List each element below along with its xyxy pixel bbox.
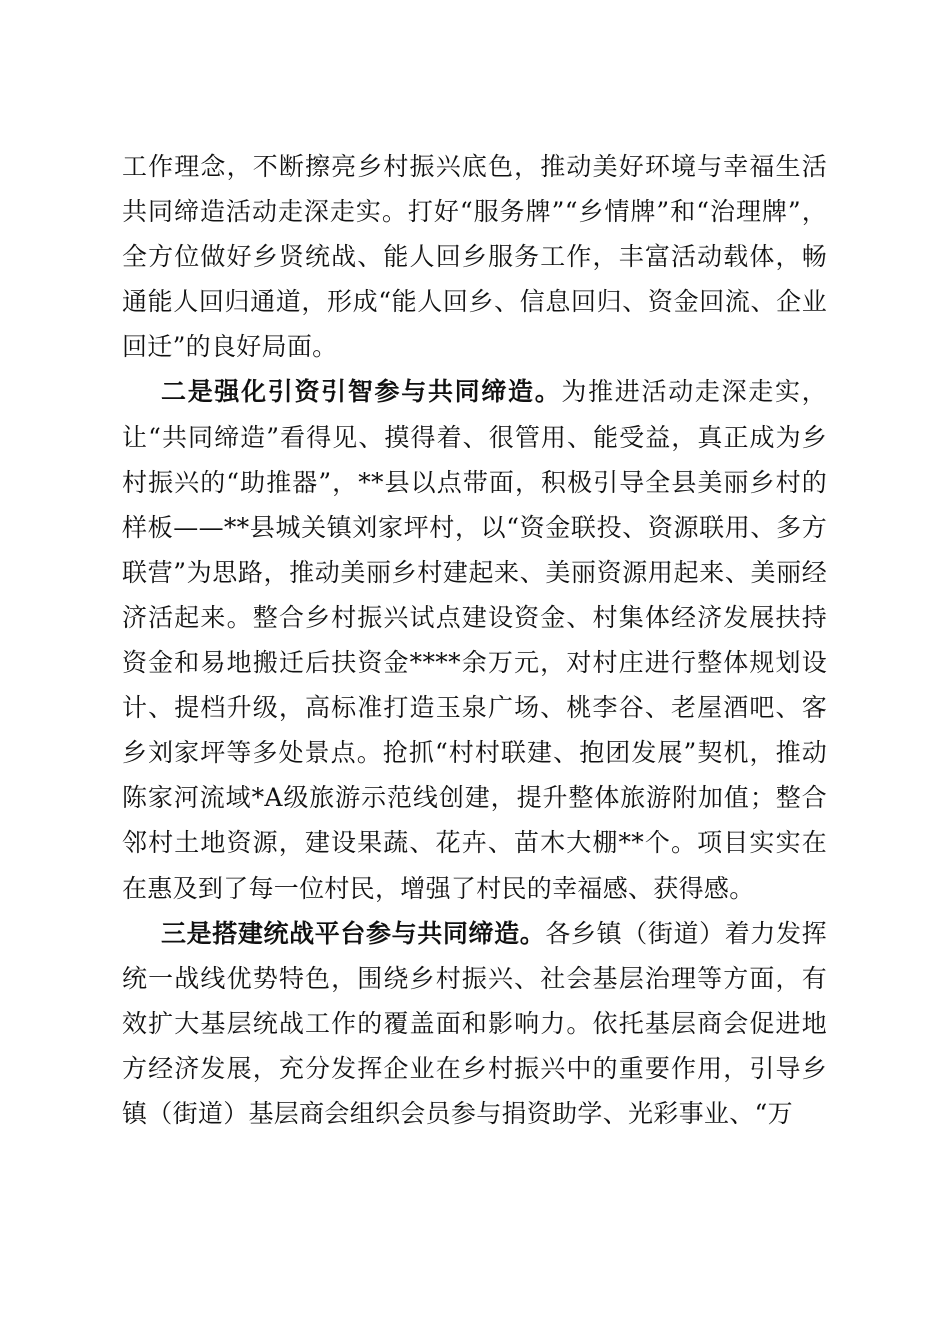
paragraph-text: 工作理念，不断擦亮乡村振兴底色，推动美好环境与幸福生活共同缔造活动走深走实。打好“服务牌”“乡情牌”和“治理牌”，全方位做好乡贤统战、能人回乡服务工作，丰富活动载体，畅通能人回归通道，形成“能人回乡、信息回归、资金回流、企业回迁”的良好局面。 — [122, 152, 827, 362]
paragraph-heading: 三是搭建统战平台参与共同缔造。 — [161, 918, 546, 948]
paragraph-heading: 二是强化引资引智参与共同缔造。 — [161, 377, 562, 407]
document-body — [122, 144, 827, 1136]
paragraph-investment — [122, 369, 827, 910]
paragraph-text: 为推进活动走深走实，让“共同缔造”看得见、摸得着、很管用、能受益，真正成为乡村振兴的“助推器”，**县以点带面，积极引导全县美丽乡村的样板——**县城关镇刘家坪村，以“资金联投、资源联用、多方联营”为思路，推动美丽乡村建起来、美丽资源用起来、美丽经济活起来。整合乡村振兴试点建设资金、村集体经济发展扶持资金和易地搬迁后扶资金****余万元，对村庄进行整体规划设计、提档升级，高标准打造玉泉广场、桃李谷、老屋酒吧、客乡刘家坪等多处景点。抢抓“村村联建、抱团发展”契机，推动陈家河流域*A级旅游示范线创建，提升整体旅游附加值；整合邻村土地资源，建设果蔬、花卉、苗木大棚**个。项目实实在在惠及到了每一位村民，增强了村民的幸福感、获得感。 — [122, 377, 827, 903]
paragraph-continuation — [122, 144, 827, 369]
paragraph-text: 各乡镇（街道）着力发挥统一战线优势特色，围绕乡村振兴、社会基层治理等方面，有效扩大基层统战工作的覆盖面和影响力。依托基层商会促进地方经济发展，充分发挥企业在乡村振兴中的重要作用，引导乡镇（街道）基层商会组织会员参与捐资助学、光彩事业、“万 — [122, 918, 827, 1128]
paragraph-platform — [122, 911, 827, 1136]
